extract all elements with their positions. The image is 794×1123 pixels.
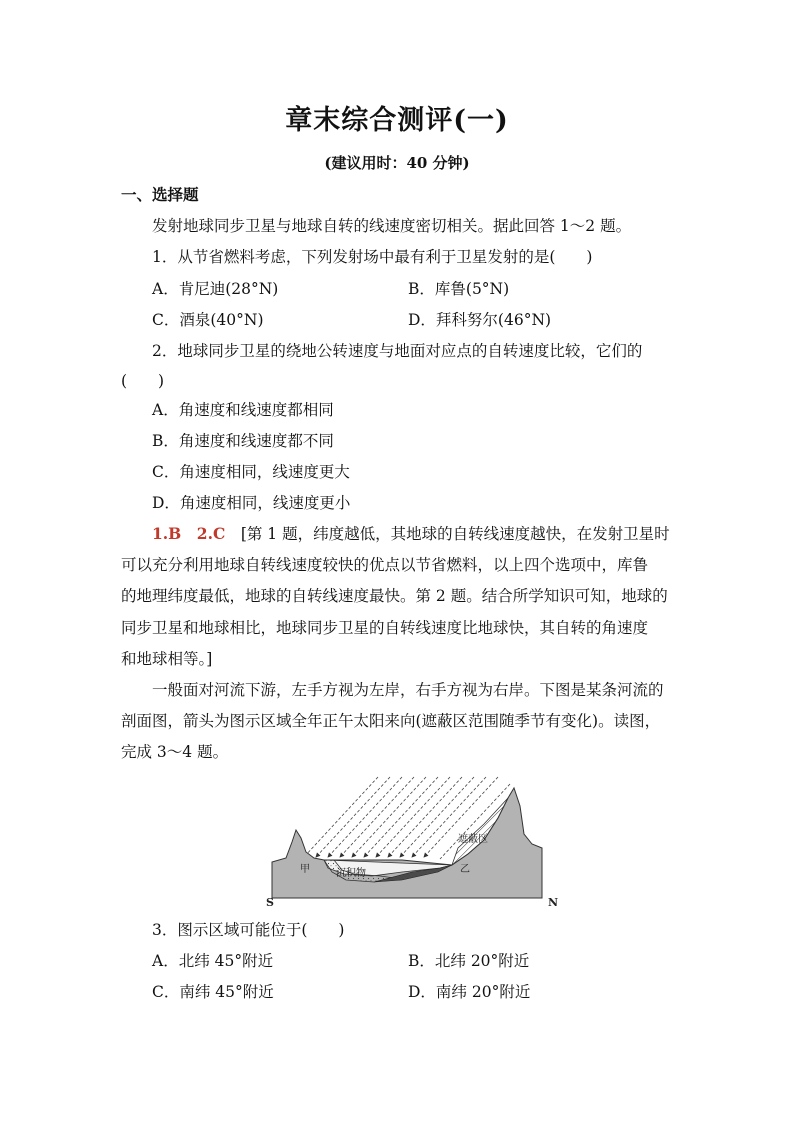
- q2-option-a: A．角速度和线速度都相同: [152, 401, 334, 419]
- q2-option-b: B．角速度和线速度都不同: [152, 432, 334, 450]
- label-north: N: [548, 896, 559, 909]
- q3-stem: 3．图示区域可能位于( ): [152, 921, 345, 939]
- answer-q1-q2: [152, 523, 670, 545]
- q3-option-b: B．北纬 20°附近: [408, 952, 530, 970]
- label-shaded-zone: 遮蔽区: [458, 834, 488, 845]
- answer-explanation-1: [第 1 题，纬度越低，其地球的自转线速度越快，在发射卫星时: [225, 525, 670, 543]
- q2-option-d: D．角速度相同，线速度更小: [152, 494, 351, 512]
- intro-q3-q4-1: 一般面对河流下游，左手方视为左岸，右手方视为右岸。下图是某条河流的: [152, 681, 664, 699]
- intro-q1-q2: 发射地球同步卫星与地球自转的线速度密切相关。据此回答 1～2 题。: [152, 217, 632, 235]
- page-subtitle: (建议用时：40 分钟): [324, 154, 470, 172]
- q3-option-a: A．北纬 45°附近: [152, 952, 274, 970]
- label-sediment: 沉积物: [336, 868, 366, 879]
- q2-stem: 2．地球同步卫星的绕地公转速度与地面对应点的自转速度比较，它们的: [152, 342, 643, 360]
- page-title: 章末综合测评(一): [285, 105, 509, 136]
- label-yi: 乙: [460, 864, 470, 875]
- q2-option-c: C．角速度相同，线速度更大: [152, 463, 350, 481]
- label-south: S: [266, 896, 274, 909]
- answer-explanation-5: 和地球相等。]: [121, 650, 213, 668]
- answer-explanation-3: 的地理纬度最低，地球的自转线速度最快。第 2 题。结合所学知识可知，地球的: [121, 587, 668, 605]
- q1-option-a: A．肯尼迪(28°N): [152, 280, 279, 298]
- q2-stem-cont: ( ): [121, 372, 165, 390]
- answer-explanation-2: 可以充分利用地球自转线速度较快的优点以节省燃料，以上四个选项中，库鲁: [121, 556, 649, 574]
- intro-q3-q4-3: 完成 3～4 题。: [121, 743, 229, 761]
- q3-option-c: C．南纬 45°附近: [152, 983, 274, 1001]
- answer-key: 1.B 2.C: [152, 524, 226, 543]
- section-heading: 一、选择题: [121, 185, 199, 204]
- q1-stem: 1．从节省燃料考虑，下列发射场中最有利于卫星发射的是( ): [152, 248, 593, 266]
- q1-option-b: B．库鲁(5°N): [408, 280, 510, 298]
- intro-q3-q4-2: 剖面图，箭头为图示区域全年正午太阳来向(遮蔽区范围随季节有变化)。读图，: [121, 712, 661, 730]
- q1-option-d: D．拜科努尔(46°N): [408, 311, 552, 329]
- label-jia: 甲: [300, 864, 310, 875]
- q3-option-d: D．南纬 20°附近: [408, 983, 531, 1001]
- river-profile-figure: [262, 772, 562, 912]
- answer-explanation-4: 同步卫星和地球相比，地球同步卫星的自转线速度比地球快，其自转的角速度: [121, 619, 649, 637]
- q1-option-c: C．酒泉(40°N): [152, 311, 264, 329]
